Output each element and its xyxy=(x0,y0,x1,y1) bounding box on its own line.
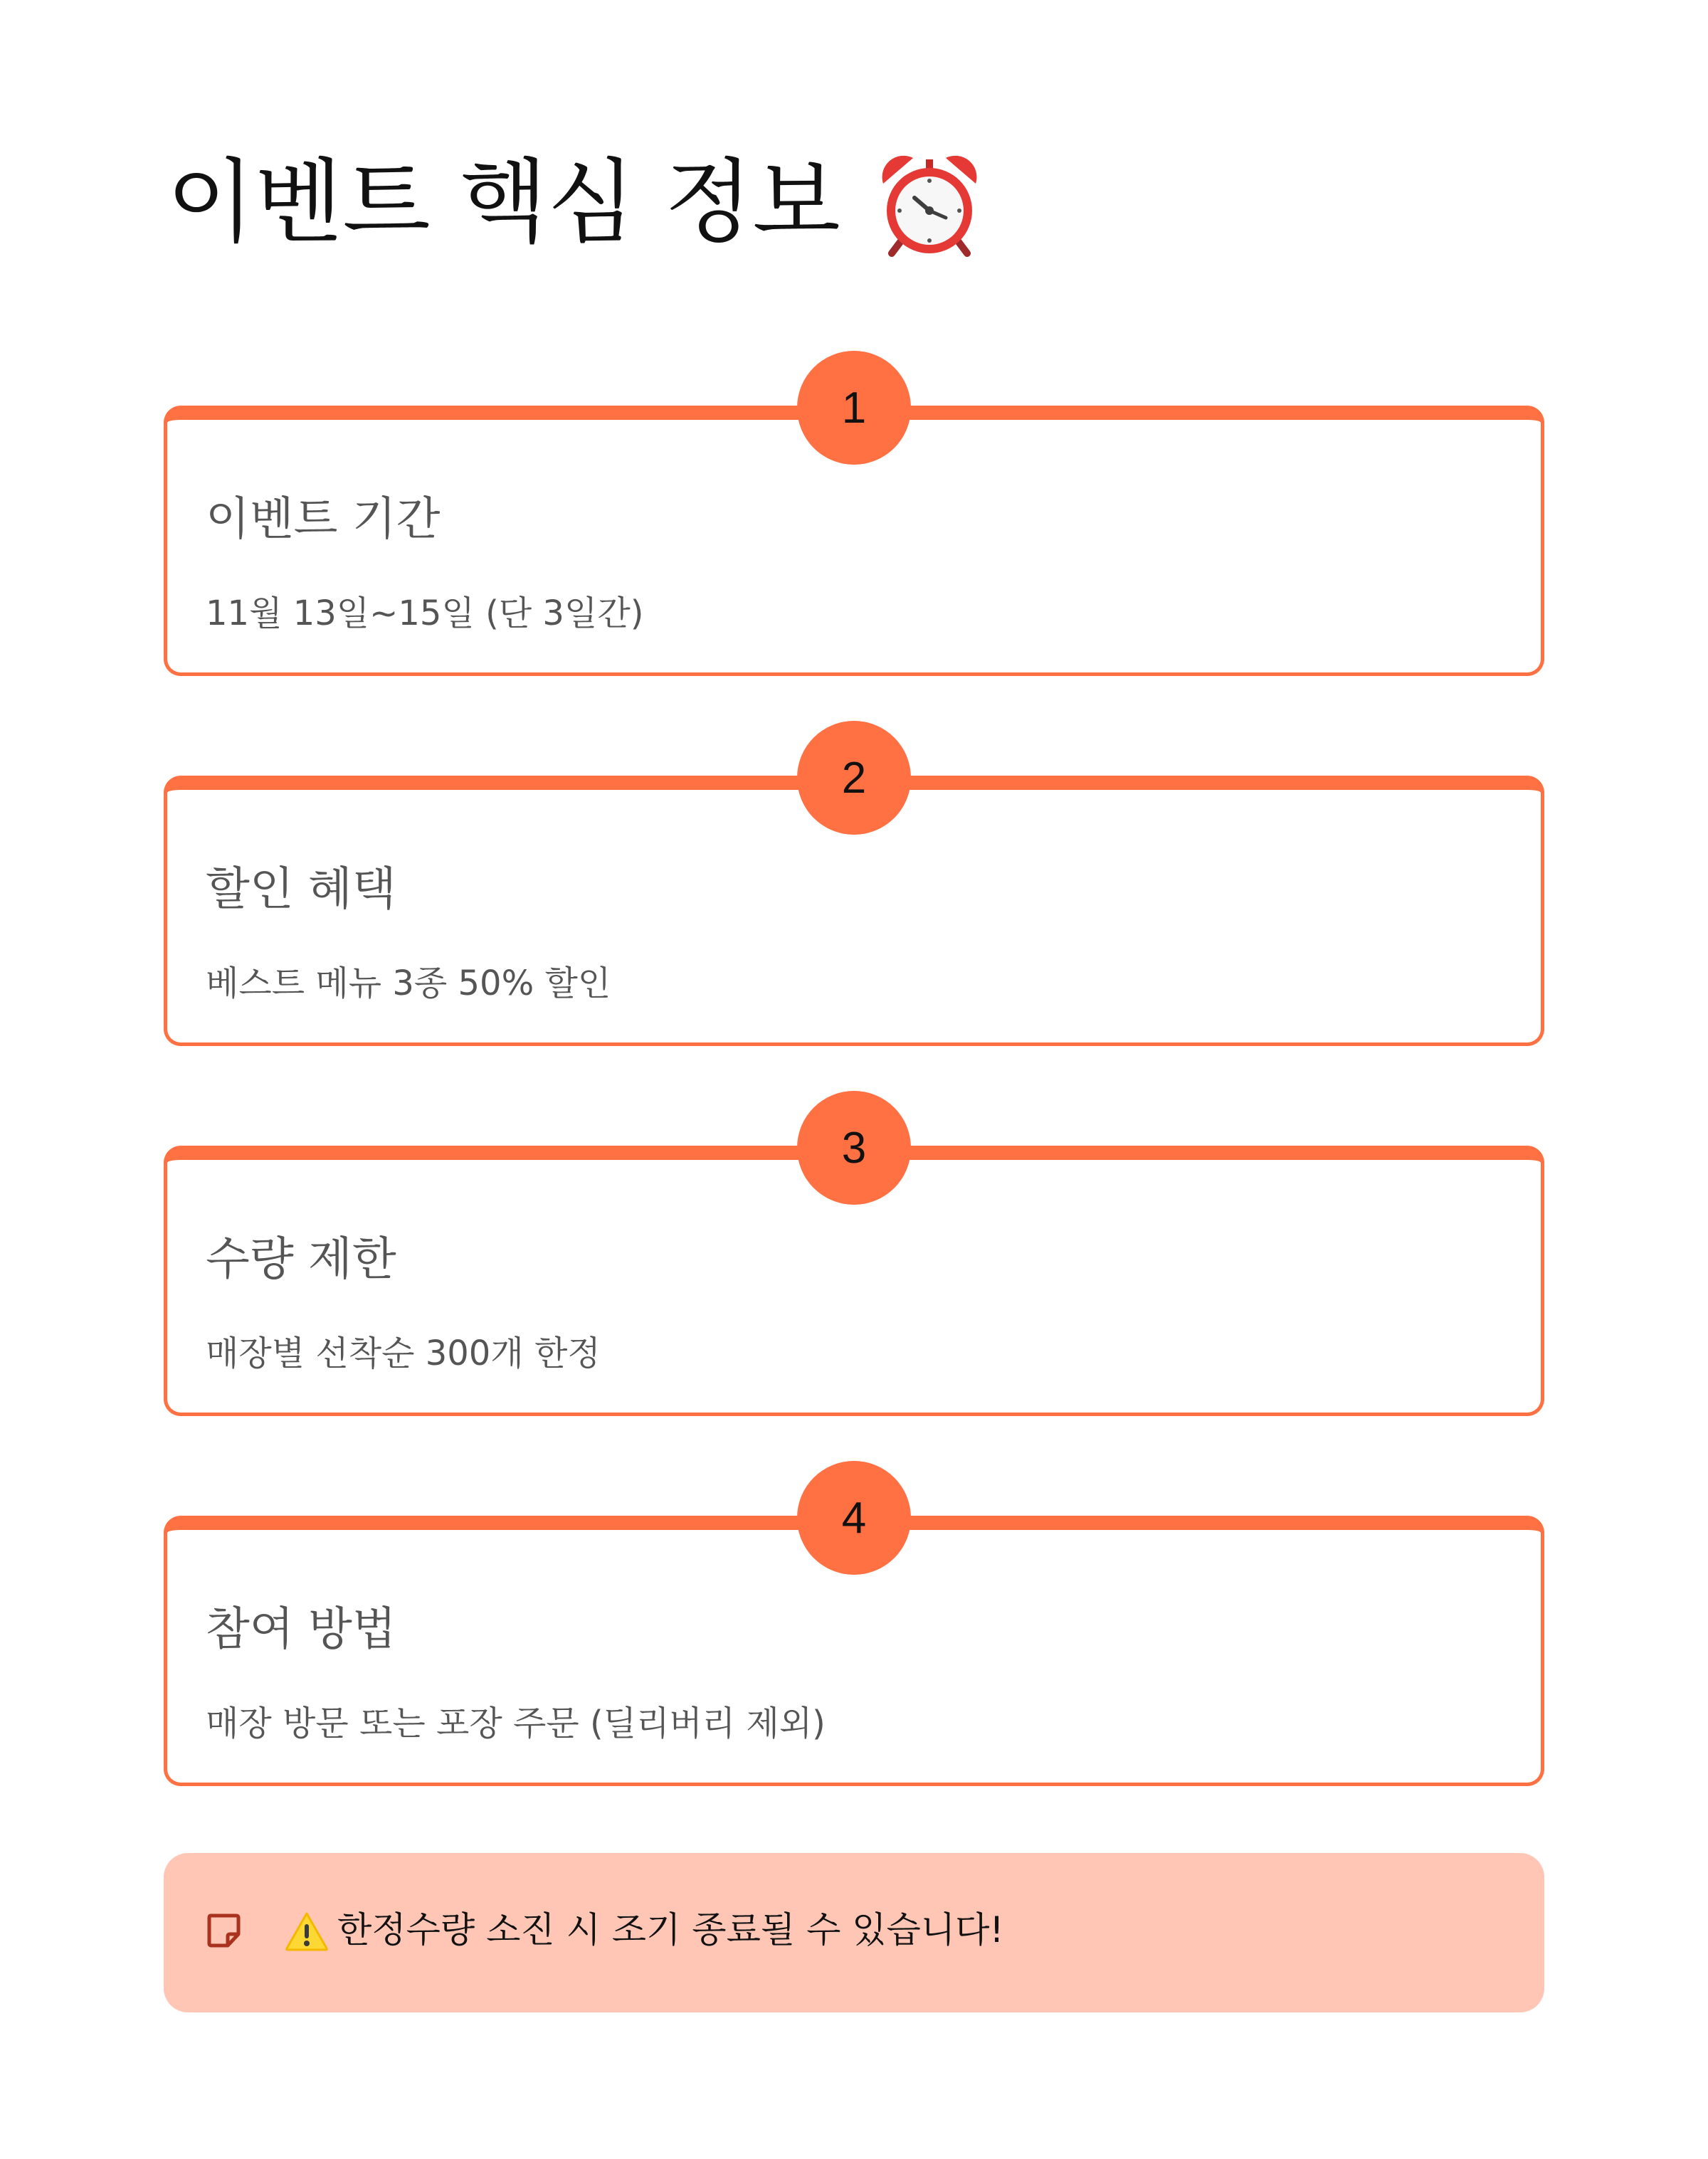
info-card-period xyxy=(164,383,1544,676)
step-number-badge: 3 xyxy=(797,1091,911,1205)
notice-callout xyxy=(164,1853,1544,2012)
info-card-participation xyxy=(164,1493,1544,1786)
step-number-badge: 4 xyxy=(797,1461,911,1575)
alarm-clock-icon xyxy=(876,152,983,259)
warning-icon xyxy=(285,1911,329,1951)
step-number-badge: 2 xyxy=(797,721,911,835)
card-text: 11월 13일~15일 (단 3일간) xyxy=(206,593,644,633)
page-title xyxy=(167,149,983,256)
notice-text: 한정수량 소진 시 조기 종료될 수 있습니다! xyxy=(337,1909,1004,1951)
card-text: 베스트 메뉴 3종 50% 할인 xyxy=(206,964,611,1003)
card-title: 참여 방법 xyxy=(206,1603,396,1656)
card-title: 수량 제한 xyxy=(206,1233,396,1286)
info-card-discount xyxy=(164,753,1544,1046)
card-text: 매장별 선착순 300개 한정 xyxy=(206,1334,601,1373)
card-text: 매장 방문 또는 포장 주문 (딜리버리 제외) xyxy=(206,1704,826,1743)
card-title: 할인 혜택 xyxy=(206,863,396,916)
step-number-badge: 1 xyxy=(797,351,911,465)
info-card-quantity-limit xyxy=(164,1123,1544,1416)
page-title-text: 이벤트 핵심 정보 xyxy=(167,149,840,255)
card-title: 이벤트 기간 xyxy=(206,493,441,546)
note-icon xyxy=(206,1913,241,1948)
